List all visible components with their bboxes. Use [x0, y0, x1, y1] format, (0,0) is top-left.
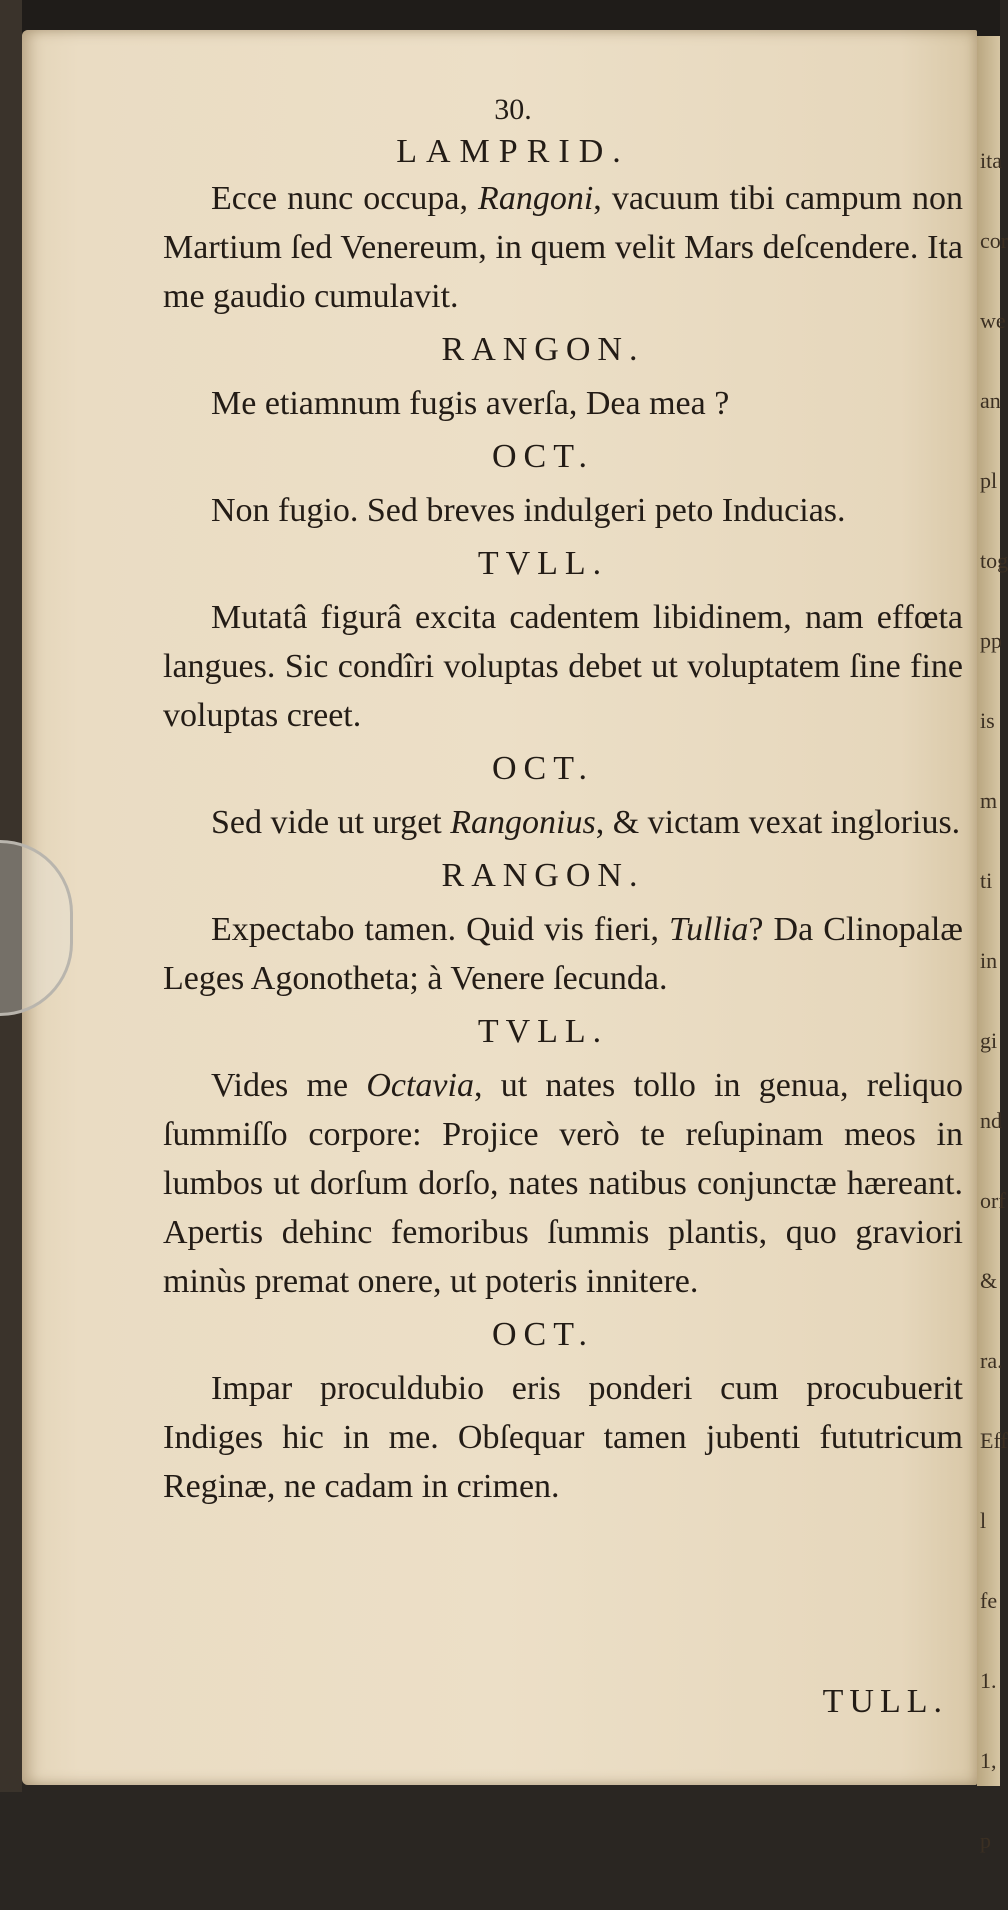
edge-fragment: nd	[980, 1108, 1002, 1133]
edge-fragment: ra.	[980, 1348, 1003, 1373]
paragraph-5	[163, 798, 963, 847]
page-text	[163, 90, 963, 1511]
paragraph-3	[163, 486, 963, 535]
edge-fragment: an	[980, 388, 1001, 413]
para-text: , & victam vexat inglorius.	[595, 804, 961, 841]
edge-fragment: orf	[980, 1188, 1006, 1213]
paragraph-2	[163, 379, 963, 428]
facing-page-fragments	[980, 148, 1008, 1910]
speaker-heading: OCT.	[492, 1316, 594, 1353]
running-head: LAMPRID.	[396, 133, 630, 170]
speaker-heading: RANGON.	[441, 331, 645, 368]
edge-fragment: p	[980, 1828, 991, 1853]
para-text: Sed vide ut urget	[211, 804, 451, 841]
speaker-heading: OCT.	[492, 750, 594, 787]
edge-fragment: m	[980, 788, 998, 813]
paragraph-7	[163, 1061, 963, 1306]
edge-fragment: ti	[980, 868, 993, 893]
para-text: Mutatâ figurâ excita cadentem libidinem, nam effœta langues. Sic condîri voluptas debet ut voluptatem ſine fine voluptas creet.	[163, 599, 963, 734]
para-text: Expectabo tamen. Quid vis fieri,	[211, 911, 670, 948]
edge-fragment: in	[980, 948, 998, 973]
para-text: Impar proculdubio eris ponderi cum procubuerit Indiges hic in me. Obſequar tamen jubenti fututricum Reginæ, ne cadam in crimen.	[163, 1370, 963, 1505]
speaker-heading: OCT.	[492, 438, 594, 475]
para-italic: Rangonius	[450, 804, 596, 841]
catchword: TULL.	[822, 1683, 948, 1720]
para-text: Non fugio. Sed breves indulgeri peto Inducias.	[211, 492, 846, 529]
edge-fragment: is	[980, 708, 995, 733]
paragraph-8	[163, 1364, 963, 1511]
edge-fragment: 1.	[980, 1668, 997, 1693]
para-text: , vacuum tibi campum non Martium ſed Venereum, in quem velit Mars deſcendere. Ita me gaudio cumulavit.	[163, 180, 963, 315]
edge-fragment: 1,	[980, 1748, 997, 1773]
edge-fragment: fe	[980, 1588, 998, 1613]
page-number: 30.	[494, 93, 532, 126]
paragraph-4	[163, 593, 963, 740]
para-italic: Rangoni	[478, 180, 594, 217]
speaker-heading: TVLL.	[477, 1013, 609, 1050]
paragraph-6	[163, 905, 963, 1003]
para-italic: Tullia	[669, 911, 749, 948]
para-text: Me etiamnum fugis averſa, Dea mea ?	[211, 385, 730, 422]
edge-fragment: ita	[980, 148, 1002, 173]
edge-fragment: Eff	[980, 1428, 1008, 1453]
para-text: ? Da Clinopalæ Leges Agonotheta; à Venere ſecunda.	[163, 911, 963, 997]
speaker-heading: TVLL.	[477, 545, 609, 582]
para-text: , ut nates tollo in genua, reliquo ſummiſſo corpore: Projice verò te reſupinam meos in lumbos ut dorſum dorſo, nates natibus conjunctæ hæreant. Apertis dehinc femoribus ſummis plantis, quo graviori minùs premat onere, ut poteris innitere.	[163, 1067, 963, 1300]
edge-fragment: pp	[980, 628, 1002, 653]
edge-fragment: we	[980, 308, 1006, 333]
para-text: Vides me	[211, 1067, 367, 1104]
para-italic: Octavia	[366, 1067, 474, 1104]
edge-fragment: pl	[980, 468, 998, 493]
edge-fragment: tog	[980, 548, 1008, 573]
speaker-heading: RANGON.	[441, 857, 645, 894]
edge-fragment: l	[980, 1508, 987, 1533]
edge-fragment: &	[980, 1268, 998, 1293]
edge-fragment: gi	[980, 1028, 998, 1053]
para-text: Ecce nunc occupa,	[211, 180, 479, 217]
edge-fragment: cor	[980, 228, 1008, 253]
paragraph-1	[163, 174, 963, 321]
